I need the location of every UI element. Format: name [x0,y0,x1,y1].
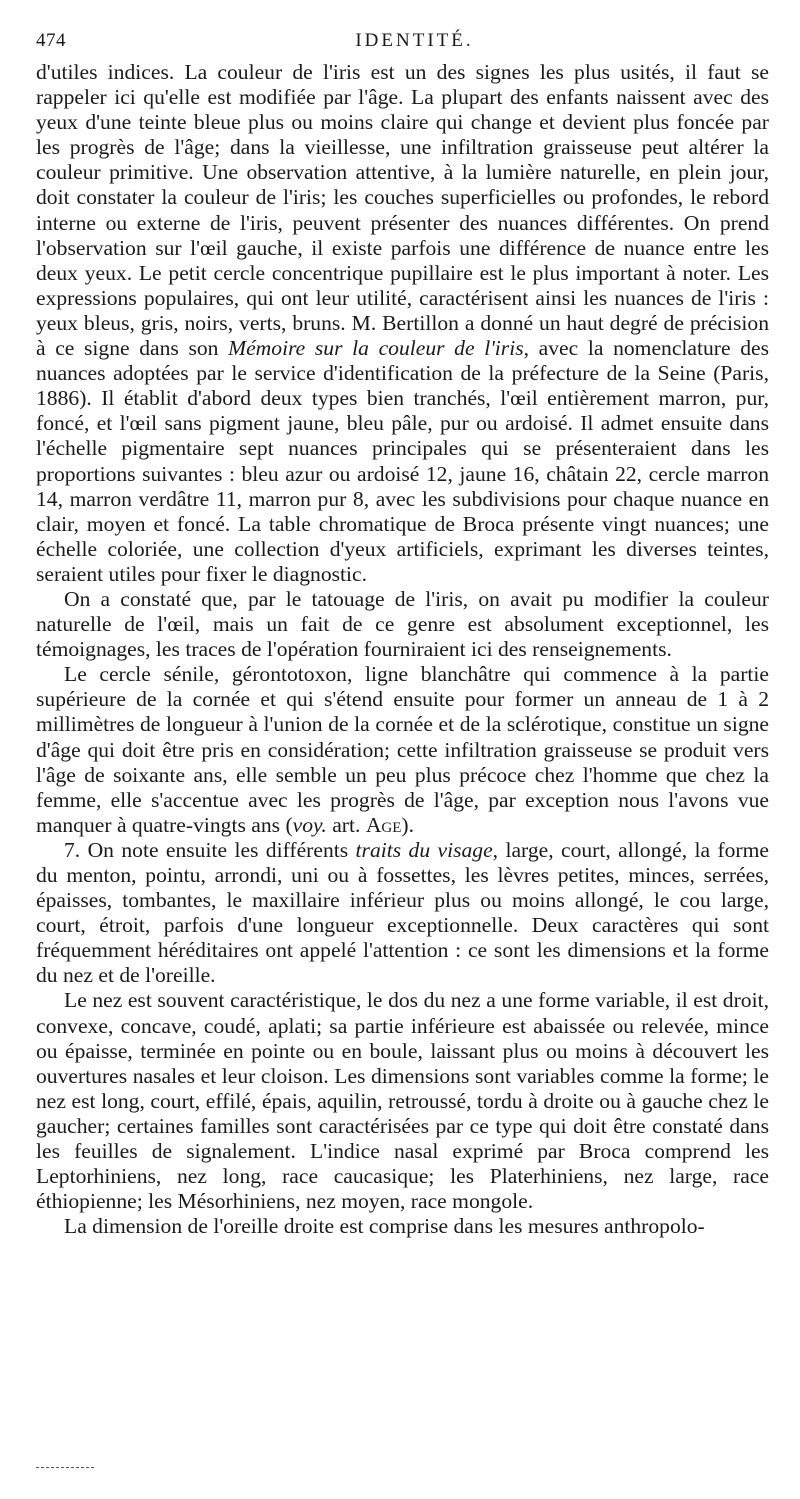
paragraph [36,988,769,1214]
smallcaps-text: Age [365,812,402,837]
italic-text: Mémoire sur la couleur de l'iris [228,336,524,361]
book-page [36,26,769,1239]
footer-rule [36,1467,94,1468]
text-run: Le cercle sénile, gérontotoxon, ligne blanchâtre qui commence à la partie supérieure de la cornée et qui s'étend ensuite pour former un anneau de 1 à 2 millimètres de longueur à l'union de la cornée et de la sclérotique, constitue un signe d'âge qui doit être pris en considération; cette infiltration graisseuse se produit vers l'âge de soixante ans, elle semble un peu plus précoce chez l'homme que chez la femme, elle s'accentue avec les progrès de l'âge, par exception nous l'avons vue manquer à quatre-vingts ans ( [36,662,769,837]
text-run: Le nez est souvent caractéristique, le dos du nez a une forme variable, il est droit, convexe, concave, coudé, aplati; sa partie inférieure est abaissée ou relevée, mince ou épaisse, terminée en pointe ou en boule, laissant plus ou moins à découvert les ouvertures nasales et leur cloison. Les dimensions sont variables comme la forme; le nez est long, court, effilé, épais, aquilin, retroussé, tordu à droite ou à gauche chez le gaucher; certaines familles sont caractérisées par ce type qui doit être constaté dans les feuilles de signalement. L'indice nasal exprimé par Broca comprend les Leptorhiniens, nez long, race caucasique; les Platerhiniens, nez large, race éthiopienne; les Mésorhiniens, nez moyen, race mongole. [36,988,769,1214]
italic-text: traits du visage [355,837,493,862]
text-run: art. [326,812,366,837]
paragraph [36,60,769,587]
paragraph [36,838,769,989]
text-run: On a constaté que, par le tatouage de l'iris, on avait pu modifier la couleur naturelle de l'œil, mais un fait de ce genre est absolument exceptionnel, les témoignages, les traces de l'opération fourniraient ici des renseignements. [36,586,769,662]
text-run: , large, court, allongé, la forme du menton, pointu, arrondi, uni ou à fossettes, les lèvres petites, minces, serrées, épaisses, tombantes, le maxillaire inférieur plus ou moins allongé, le cou large, court, étroit, parfois d'une longueur exceptionnelle. Deux caractères qui sont fréquemment héréditaires ont appelé l'attention : ce sont les dimensions et la forme du nez et de l'oreille. [36,837,769,988]
text-run: , avec la nomenclature des nuances adoptées par le service d'identification de la préfecture de la Seine (Paris, 1886). Il établit d'abord deux types bien tranchés, l'œil entièrement marron, pur, foncé, et l'œil sans pigment jaune, bleu pâle, pur ou ardoisé. Il admet ensuite dans l'échelle pigmentaire sept nuances principales qui se présenteraient dans les proportions suivantes : bleu azur ou ardoisé 12, jaune 16, châtain 22, cercle marron 14, marron verdâtre 11, marron pur 8, avec les subdivisions pour chaque nuance en clair, moyen et foncé. La table chromatique de Broca présente vingt nuances; une échelle coloriée, une collection d'yeux artificiels, exprimant les diverses teintes, seraient utiles pour fixer le diagnostic. [36,336,770,586]
text-run: 7. On note ensuite les différents [64,837,356,862]
body-text [36,60,769,1239]
page-number: 474 [36,30,66,51]
italic-text: voy. [292,812,327,837]
text-run: ). [401,812,414,837]
paragraph [36,662,769,838]
paragraph [36,1214,769,1239]
paragraph [36,587,769,662]
text-run: La dimension de l'oreille droite est comprise dans les mesures anthropolo- [64,1214,705,1239]
running-head [36,26,769,56]
text-run: d'utiles indices. La couleur de l'iris est un des signes les plus usités, il faut se rappeler ici qu'elle est modifiée par l'âge. La plupart des enfants naissent avec des yeux d'une teinte bleue plus ou moins claire qui change et devient plus foncée par les progrès de l'âge; dans la vieillesse, une infiltration graisseuse peut altérer la couleur primitive. Une observation attentive, à la lumière naturelle, en plein jour, doit constater la couleur de l'iris; les couches superficielles ou profondes, le rebord interne ou externe de l'iris, peuvent présenter des nuances différentes. On prend l'observation sur l'œil gauche, il existe parfois une différence de nuance entre les deux yeux. Le petit cercle concentrique pupillaire est le plus important à noter. Les expressions populaires, qui ont leur utilité, caractérisent ainsi les nuances de l'iris : yeux bleus, gris, noirs, verts, bruns. M. Bertillon a donné un haut degré de précision à ce signe dans son [36,60,769,361]
page-header-title: IDENTITÉ. [355,30,474,51]
